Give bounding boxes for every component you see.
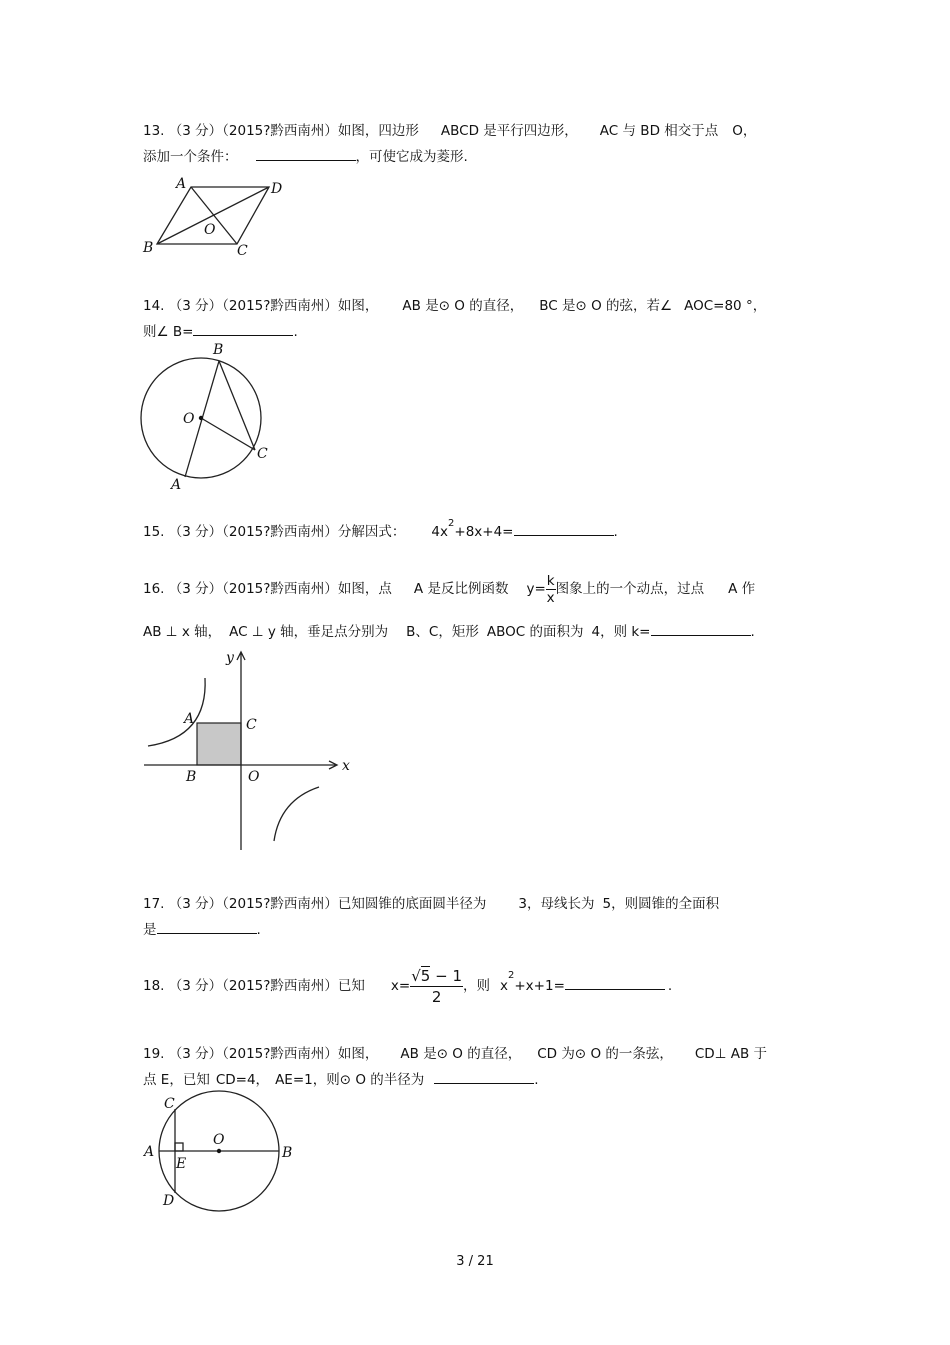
answer-blank: [157, 919, 257, 934]
answer-blank: [514, 521, 614, 536]
q15-line1: 15. （3 分）（2015?黔西南州）分解因式： $4x^2+8x+4=$ .: [143, 518, 618, 540]
q13-line1: 13. （3 分）（2015?黔西南州）如图，四边形 ABCD 是平行四边形， AC 与 BD 相交于点 O，: [143, 123, 757, 139]
q16-line2: AB ⊥ x 轴， AC ⊥ y 轴，垂足点分别为 B、C，矩形 ABOC 的面积为 4，则 k= .: [143, 621, 755, 641]
label-O: O: [248, 769, 260, 785]
label-O: O: [183, 411, 195, 427]
fraction-k-over-x: $\frac{k}{x}$: [546, 572, 555, 606]
answer-blank: [565, 975, 665, 990]
q17-line2: 是 .: [143, 919, 261, 939]
label-C: C: [237, 243, 248, 259]
label-O: O: [213, 1132, 225, 1148]
q13-parallelogram-figure: [140, 172, 300, 262]
q16-line1: 16. （3 分）（2015?黔西南州）如图，点 A 是反比例函数 y= $\frac{k}{x}$ 图象上的一个动点，过点 A 作: [143, 572, 756, 606]
label-D: D: [163, 1193, 175, 1209]
label-C: C: [164, 1096, 175, 1112]
answer-blank: [651, 621, 751, 636]
label-A: A: [171, 477, 182, 493]
q19-circle-figure: [140, 1088, 300, 1213]
label-B: B: [213, 342, 224, 358]
fraction-sqrt5-minus-1-over-2: $\frac{√5 - 1}{2}$: [411, 966, 462, 1006]
label-y: y: [226, 650, 234, 666]
label-C: C: [257, 446, 268, 462]
label-E: E: [176, 1156, 187, 1172]
answer-blank: [256, 146, 356, 161]
q14-line2: 则∠ B= .: [143, 321, 298, 341]
label-O: O: [204, 222, 216, 238]
label-x: x: [342, 758, 350, 774]
q18-line1: 18. （3 分）（2015?黔西南州）已知 x= $\frac{√5 - 1}{2}$ ，则 $x^2+x+1=$ .: [143, 966, 673, 1006]
q19-line2: 点 E，已知 CD=4， AE=1，则⊙ O 的半径为 .: [143, 1069, 539, 1089]
q14-line1: 14. （3 分）（2015?黔西南州）如图， AB 是⊙ O 的直径， BC 是⊙ O 的弦，若∠ AOC=80 °，: [143, 298, 767, 314]
label-B: B: [282, 1145, 293, 1161]
q13-line2: 添加一个条件： ，可使它成为菱形.: [143, 146, 468, 166]
label-C: C: [246, 717, 257, 733]
q19-line1: 19. （3 分）（2015?黔西南州）如图， AB 是⊙ O 的直径， CD 为⊙ O 的一条弦， CD⊥ AB 于: [143, 1046, 768, 1062]
label-A: A: [176, 176, 187, 192]
answer-blank: [434, 1069, 534, 1084]
answer-blank: [193, 321, 293, 336]
page-number: 3 / 21: [456, 1254, 494, 1269]
label-A: A: [144, 1144, 155, 1160]
label-A: A: [184, 711, 195, 727]
label-B: B: [186, 769, 197, 785]
label-B: B: [143, 240, 154, 256]
q16-coordinate-figure: [140, 645, 360, 855]
q14-circle-figure: [138, 338, 278, 493]
label-D: D: [271, 181, 283, 197]
q17-line1: 17. （3 分）（2015?黔西南州）已知圆锥的底面圆半径为 3，母线长为 5，则圆锥的全面积: [143, 896, 720, 912]
